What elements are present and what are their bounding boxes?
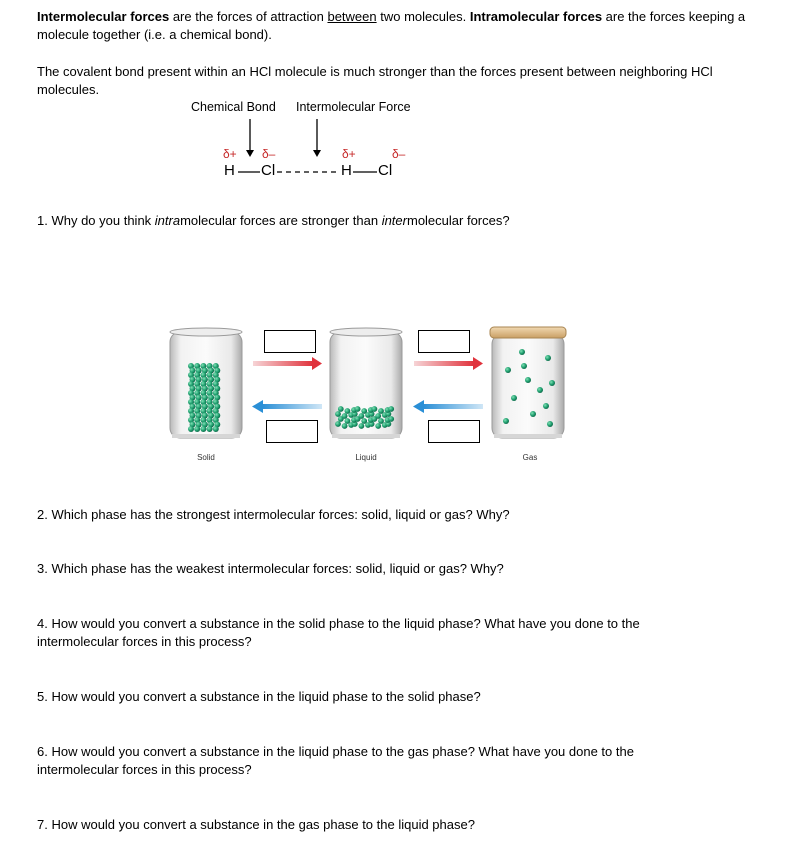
particle bbox=[200, 426, 206, 432]
particle bbox=[338, 406, 344, 412]
delta-plus-1: δ+ bbox=[223, 147, 237, 161]
arrow-liquid-to-gas bbox=[414, 357, 483, 370]
particle bbox=[335, 411, 341, 417]
particle bbox=[525, 377, 531, 383]
particle bbox=[388, 406, 394, 412]
particle bbox=[361, 418, 367, 424]
particle bbox=[372, 406, 378, 412]
hcl-paragraph: The covalent bond present within an HCl molecule is much stronger than the forces present between neighboring HCl molecules. bbox=[37, 64, 713, 97]
arrow-gas-to-liquid bbox=[413, 400, 483, 413]
question-6: 6. How would you convert a substance in the liquid phase to the gas phase? What have you done to the intermolecular forces in this process? bbox=[37, 744, 634, 777]
particle bbox=[375, 423, 381, 429]
particle bbox=[359, 423, 365, 429]
phase-label-gas: Gas bbox=[522, 453, 538, 462]
phase-label-solid: Solid bbox=[197, 453, 215, 462]
answer-box-freezing[interactable] bbox=[266, 420, 318, 443]
underlined-between: between bbox=[327, 9, 377, 24]
intermolecular-force-label: Intermolecular Force bbox=[296, 100, 411, 114]
particle bbox=[355, 406, 361, 412]
particle bbox=[345, 408, 351, 414]
particle bbox=[359, 413, 365, 419]
particle bbox=[537, 387, 543, 393]
answer-box-condensation[interactable] bbox=[428, 420, 480, 443]
term-intermolecular: Intermolecular forces bbox=[37, 9, 170, 24]
atom-h-1: H bbox=[224, 162, 235, 179]
q1-intra: intra bbox=[154, 213, 181, 228]
atom-cl-1: Cl bbox=[261, 162, 276, 179]
term-intramolecular: Intramolecular forces bbox=[469, 9, 603, 24]
question-4: 4. How would you convert a substance in the solid phase to the liquid phase? What have you done to the intermolecular forces in this process? bbox=[37, 616, 640, 649]
particle bbox=[378, 418, 384, 424]
arrow-liquid-to-solid bbox=[252, 400, 322, 413]
particle bbox=[503, 418, 509, 424]
question-2: 2. Which phase has the strongest intermolecular forces: solid, liquid or gas? Why? bbox=[37, 507, 510, 522]
gas-beaker-lid bbox=[490, 327, 566, 338]
particle bbox=[342, 413, 348, 419]
q1-text: molecular forces? bbox=[406, 213, 510, 228]
question-3: 3. Which phase has the weakest intermolecular forces: solid, liquid or gas? Why? bbox=[37, 561, 504, 576]
particle bbox=[545, 355, 551, 361]
arrow-solid-to-liquid bbox=[253, 357, 322, 370]
answer-box-vaporization[interactable] bbox=[418, 330, 470, 353]
solid-particles bbox=[188, 363, 220, 432]
particle bbox=[345, 418, 351, 424]
particle bbox=[521, 363, 527, 369]
particle bbox=[530, 411, 536, 417]
answer-box-melting[interactable] bbox=[264, 330, 316, 353]
chemical-bond-label: Chemical Bond bbox=[191, 100, 276, 114]
particle bbox=[519, 349, 525, 355]
particle bbox=[543, 403, 549, 409]
particle bbox=[547, 421, 553, 427]
phase-label-liquid: Liquid bbox=[355, 453, 377, 462]
particle bbox=[361, 408, 367, 414]
particle bbox=[207, 426, 213, 432]
particle bbox=[194, 426, 200, 432]
intro-text: two molecules. bbox=[376, 9, 470, 24]
q1-inter: inter bbox=[381, 213, 407, 228]
particle bbox=[511, 395, 517, 401]
particle bbox=[188, 426, 194, 432]
particle bbox=[213, 426, 219, 432]
delta-plus-2: δ+ bbox=[342, 147, 356, 161]
delta-minus-1: δ– bbox=[262, 147, 276, 161]
particle bbox=[375, 413, 381, 419]
intro-text: are the forces keeping a molecule together (i.e. a chemical bond). bbox=[37, 9, 746, 42]
particle bbox=[505, 367, 511, 373]
intro-text: are the forces of attraction bbox=[169, 9, 328, 24]
particle bbox=[549, 380, 555, 386]
q1-text: 1. Why do you think bbox=[37, 213, 155, 228]
particle bbox=[388, 416, 394, 422]
question-5: 5. How would you convert a substance in the liquid phase to the solid phase? bbox=[37, 689, 481, 704]
particle bbox=[335, 421, 341, 427]
delta-minus-2: δ– bbox=[392, 147, 406, 161]
atom-h-2: H bbox=[341, 162, 352, 179]
particle bbox=[342, 423, 348, 429]
question-7: 7. How would you convert a substance in the gas phase to the liquid phase? bbox=[37, 817, 475, 832]
atom-cl-2: Cl bbox=[378, 162, 393, 179]
q1-text: molecular forces are stronger than bbox=[180, 213, 382, 228]
particle bbox=[378, 408, 384, 414]
